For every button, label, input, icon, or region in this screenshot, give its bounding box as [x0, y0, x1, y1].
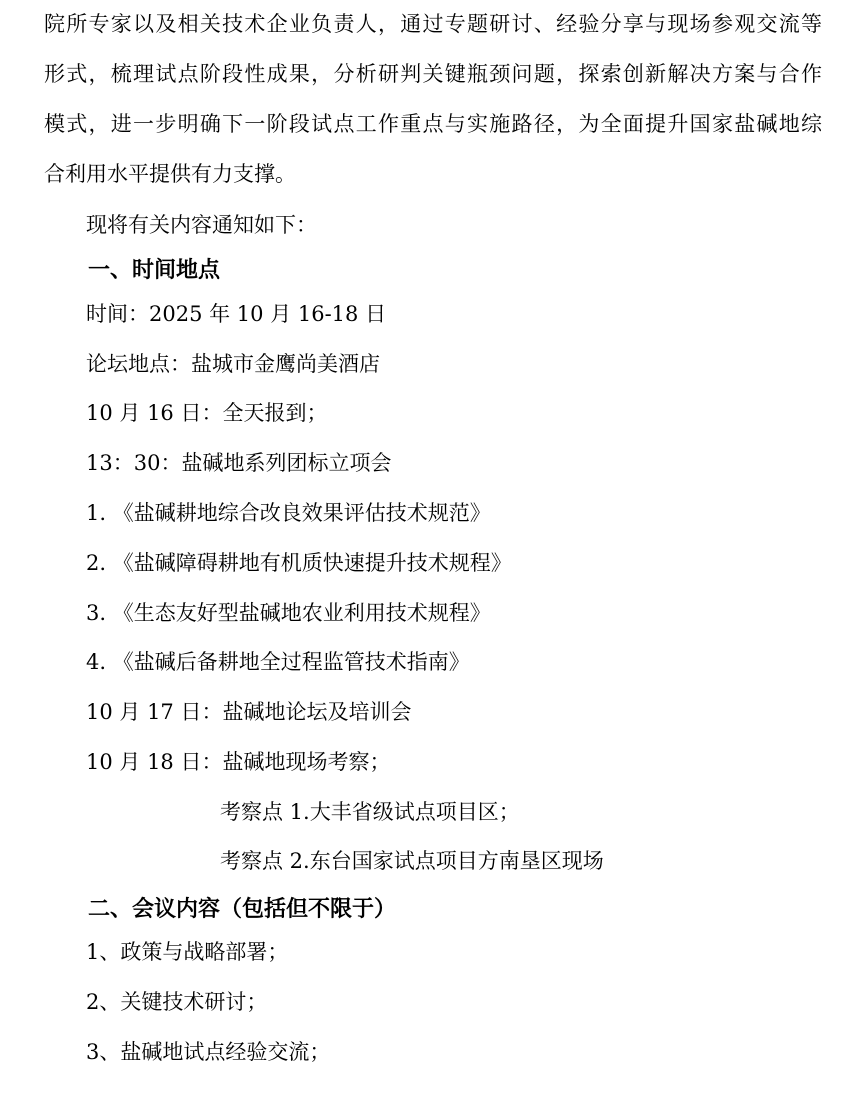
standards-meeting: 13：30：盐碱地系列团标立项会: [86, 451, 392, 475]
standard-item-4: 4. 《盐碱后备耕地全过程监管技术指南》: [86, 650, 470, 674]
intro-line-3: 模式，进一步明确下一阶段试点工作重点与实施路径，为全面提升国家盐碱地综: [44, 112, 822, 136]
intro-line-4: 合利用水平提供有力支撑。: [44, 162, 296, 186]
inspection-site-1: 考察点 1.大丰省级试点项目区；: [220, 800, 520, 824]
schedule-day-3: 10 月 18 日：盐碱地现场考察；: [86, 750, 391, 774]
forum-venue: 论坛地点：盐城市金鹰尚美酒店: [86, 352, 380, 376]
agenda-item-3: 3、盐碱地试点经验交流；: [86, 1040, 331, 1064]
inspection-site-2: 考察点 2.东台国家试点项目方南垦区现场: [220, 849, 604, 873]
intro-line-2: 形式，梳理试点阶段性成果，分析研判关键瓶颈问题，探索创新解决方案与合作: [44, 62, 822, 86]
schedule-day-1: 10 月 16 日：全天报到；: [86, 401, 328, 425]
section-1-heading: 一、时间地点: [88, 258, 221, 283]
event-time: 时间：2025 年 10 月 16-18 日: [86, 302, 387, 326]
notice-text: 现将有关内容通知如下：: [86, 213, 317, 237]
agenda-item-2: 2、关键技术研讨；: [86, 990, 268, 1014]
intro-line-1: 院所专家以及相关技术企业负责人，通过专题研讨、经验分享与现场参观交流等: [44, 12, 822, 36]
standard-item-1: 1. 《盐碱耕地综合改良效果评估技术规范》: [86, 501, 491, 525]
standard-item-3: 3. 《生态友好型盐碱地农业利用技术规程》: [86, 601, 491, 625]
section-2-heading: 二、会议内容（包括但不限于）: [88, 897, 397, 922]
agenda-item-1: 1、政策与战略部署；: [86, 940, 289, 964]
schedule-day-2: 10 月 17 日：盐碱地论坛及培训会: [86, 700, 412, 724]
standard-item-2: 2. 《盐碱障碍耕地有机质快速提升技术规程》: [86, 551, 512, 575]
